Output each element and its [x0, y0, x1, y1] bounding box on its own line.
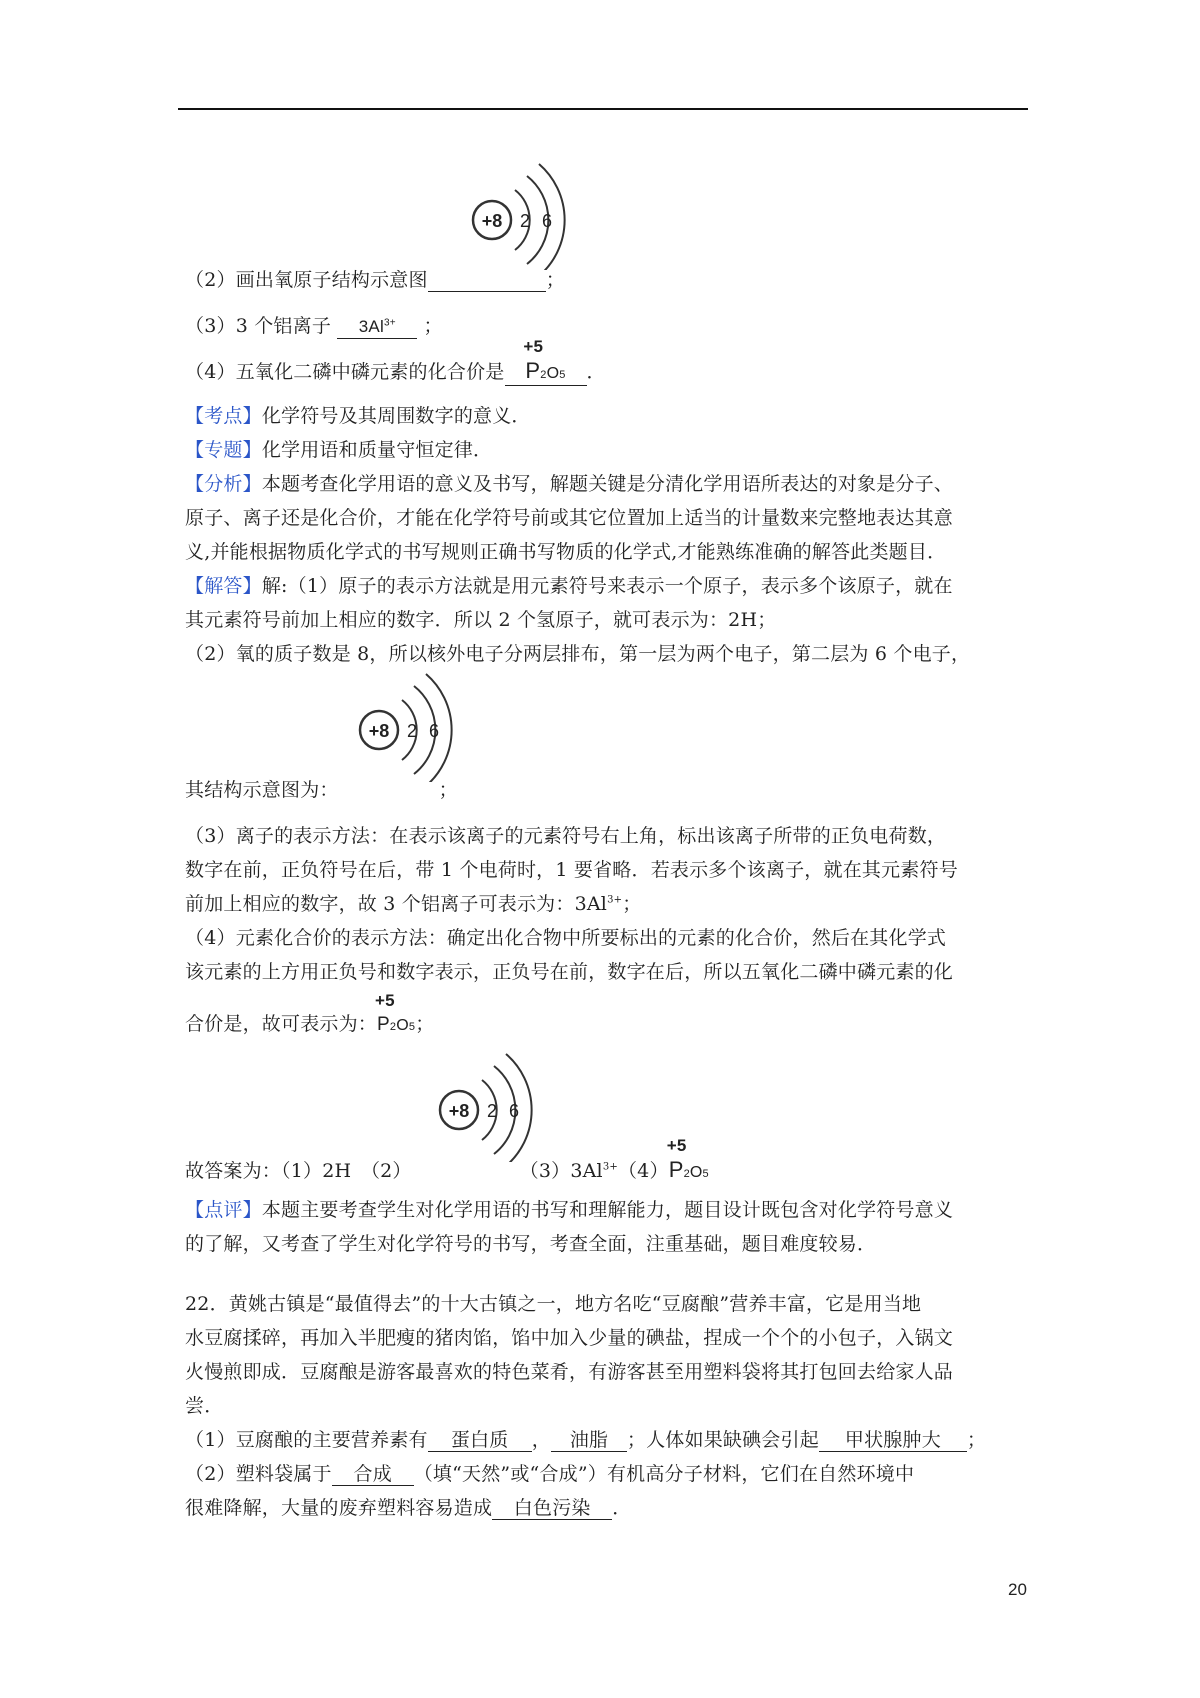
q22-line-4: 尝． — [185, 1395, 224, 1417]
jieda-line-9: 该元素的上方用正负号和数字表示，正负号在前，数字在后，所以五氧化二磷中磷元素的化 — [185, 961, 954, 983]
jieda-line-1: 【解答】解:（1）原子的表示方法就是用元素符号来表示一个原子，表示多个该原子，就在 — [185, 575, 953, 597]
jieda-line-8: （4）元素化合价的表示方法：确定出化合物中所要标出的元素的化合价，然后在其化学式 — [185, 927, 947, 949]
zhuanti: 【专题】化学用语和质量守恒定律． — [185, 439, 493, 461]
q21-part4: （4）五氧化二磷中磷元素的化合价是 +5 P2O5 ． — [185, 358, 606, 386]
kaodian: 【考点】化学符号及其周围数字的意义． — [185, 405, 531, 427]
jieda-line-6: 数字在前，正负符号在后，带 1 个电荷时，1 要省略．若表示多个该离子，就在其元素符号 — [185, 859, 958, 881]
q21-part3: （3）3 个铝离子 $3Al^{3+}$ ； — [185, 315, 443, 337]
svg-text:6: 6 — [428, 721, 440, 741]
svg-text:+8: +8 — [368, 721, 390, 741]
answer-fat: 油脂 — [551, 1429, 627, 1452]
page-number: 20 — [1008, 1580, 1027, 1599]
atom-shell-1: 2 — [519, 211, 531, 231]
svg-text:6: 6 — [508, 1101, 520, 1121]
q22-part1: （1）豆腐酿的主要营养素有 蛋白质 ， 油脂 ；人体如果缺碘会引起 甲状腺肿大 ； — [185, 1429, 987, 1451]
svg-text:2: 2 — [406, 721, 418, 741]
fenxi-line-3: 义,并能根据物质化学式的书写规则正确书写物质的化学式,才能熟练准确的解答此类题目． — [185, 541, 947, 563]
q22-part2: （2）塑料袋属于 合成 （填“天然”或“合成”）有机高分子材料，它们在自然环境中 — [185, 1463, 915, 1485]
answer-white-pollution: 白色污染 — [492, 1497, 612, 1520]
q22-line-2: 水豆腐揉碎，再加入半肥瘦的猪肉馅，馅中加入少量的碘盐，捏成一个个的小包子，入锅文 — [185, 1327, 954, 1349]
fenxi-line-1: 【分析】本题考查化学用语的意义及书写，解题关键是分清化学用语所表达的对象是分子、 — [185, 473, 954, 495]
answer-valence: +5 P2O5 — [505, 360, 587, 386]
fenxi-line-2: 原子、离子还是化合价，才能在化学符号前或其它位置加上适当的计量数来完整地表达其意 — [185, 507, 954, 529]
q22-part2-line-2: 很难降解，大量的废弃塑料容易造成 白色污染 ． — [185, 1497, 632, 1519]
atom-nucleus: +8 — [481, 211, 503, 231]
jieda-line-7: 前加上相应的数字，故 3 个铝离子可表示为：$3Al^{3+}$； — [185, 893, 642, 915]
q22-line-3: 火慢煎即成．豆腐酿是游客最喜欢的特色菜肴，有游客甚至用塑料袋将其打包回去给家人品 — [185, 1361, 954, 1383]
valence-answer: +5 P2O5 — [666, 1136, 709, 1182]
jieda-line-5: （3）离子的表示方法：在表示该离子的元素符号右上角，标出该离子所带的正负电荷数， — [185, 825, 947, 847]
header-rule — [178, 108, 1028, 110]
valence-p2o5: +5 P2O5 — [375, 991, 416, 1035]
jieda-line-4: 其结构示意图为： ； — [185, 779, 458, 801]
answer-al-ion: $3Al^{3+}$ — [337, 316, 417, 339]
q22-line-1: 22．黄姚古镇是“最值得去”的十大古镇之一，地方名吃“豆腐酿”营养丰富，它是用当地 — [185, 1293, 922, 1315]
answer-goiter: 甲状腺肿大 — [819, 1429, 967, 1452]
jieda-line-10: 合价是，故可表示为： +5 P2O5； — [185, 1010, 434, 1040]
svg-text:2: 2 — [486, 1101, 498, 1121]
answer-synthetic: 合成 — [332, 1463, 414, 1486]
jieda-line-2: 其元素符号前加上相应的数字．所以 2 个氢原子，就可表示为：2H； — [185, 609, 777, 631]
oxygen-atom-diagram-3 — [432, 1052, 542, 1162]
oxygen-atom-diagram-1 — [465, 160, 575, 270]
answer-protein: 蛋白质 — [428, 1429, 532, 1452]
dianping-line-1: 【点评】本题主要考查学生对化学用语的书写和理解能力，题目设计既包含对化学符号意义 — [185, 1199, 954, 1221]
jieda-line-3: （2）氧的质子数是 8，所以核外电子分两层排布，第一层为两个电子，第二层为 6 个电子， — [185, 643, 971, 665]
dianping-line-2: 的了解，又考查了学生对化学符号的书写，考查全面，注重基础，题目难度较易． — [185, 1233, 877, 1255]
blank-atom — [428, 269, 546, 292]
atom-shell-2: 6 — [541, 211, 553, 231]
svg-text:+8: +8 — [448, 1101, 470, 1121]
oxygen-atom-diagram-2 — [352, 672, 462, 782]
answers-line: 故答案为：（1）2H （2） $(3)3Al^{3+}(4)$ +5 P2O5 — [185, 1156, 709, 1187]
q21-part2: （2）画出氧原子结构示意图 ； — [185, 269, 565, 291]
